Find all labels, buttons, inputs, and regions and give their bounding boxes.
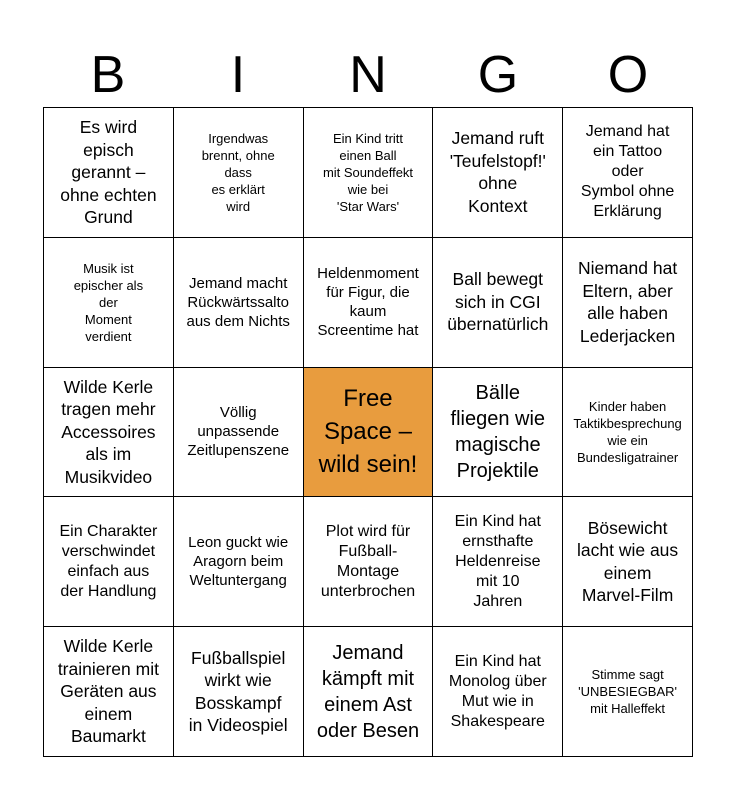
bingo-cell[interactable]: Ball bewegt sich in CGI übernatürlich	[433, 238, 563, 368]
bingo-cell[interactable]: Es wird episch gerannt – ohne echten Grund	[44, 108, 174, 238]
header-letter-b: B	[90, 46, 126, 104]
bingo-cell[interactable]: Bösewicht lacht wie aus einem Marvel-Film	[563, 497, 693, 627]
header-letter-o: O	[607, 46, 649, 104]
bingo-cell[interactable]: Wilde Kerle trainieren mit Geräten aus einem Baumarkt	[44, 627, 174, 757]
bingo-cell[interactable]: Leon guckt wie Aragorn beim Weltuntergang	[174, 497, 304, 627]
header-letter-g: G	[477, 46, 519, 104]
bingo-cell[interactable]: Völlig unpassende Zeitlupenszene	[174, 368, 304, 498]
bingo-cell[interactable]: Jemand ruft 'Teufelstopf!' ohne Kontext	[433, 108, 563, 238]
bingo-cell[interactable]: Ein Kind hat Monolog über Mut wie in Shakespeare	[433, 627, 563, 757]
bingo-cell[interactable]: Bälle fliegen wie magische Projektile	[433, 368, 563, 498]
bingo-cell[interactable]: Heldenmoment für Figur, die kaum Screentime hat	[304, 238, 434, 368]
bingo-cell[interactable]: Ein Kind tritt einen Ball mit Soundeffekt wie bei 'Star Wars'	[304, 108, 434, 238]
bingo-cell[interactable]: Kinder haben Taktikbesprechung wie ein Bundesligatrainer	[563, 368, 693, 498]
bingo-cell[interactable]: Wilde Kerle tragen mehr Accessoires als im Musikvideo	[44, 368, 174, 498]
bingo-cell[interactable]: Niemand hat Eltern, aber alle haben Lederjacken	[563, 238, 693, 368]
bingo-grid	[43, 107, 693, 757]
bingo-cell[interactable]: Stimme sagt 'UNBESIEGBAR' mit Halleffekt	[563, 627, 693, 757]
bingo-cell[interactable]: Ein Kind hat ernsthafte Heldenreise mit 10 Jahren	[433, 497, 563, 627]
bingo-cell[interactable]: Jemand kämpft mit einem Ast oder Besen	[304, 627, 434, 757]
bingo-cell[interactable]: Plot wird für Fußball- Montage unterbrochen	[304, 497, 434, 627]
bingo-cell[interactable]: Jemand macht Rückwärtssalto aus dem Nichts	[174, 238, 304, 368]
bingo-cell[interactable]: Jemand hat ein Tattoo oder Symbol ohne Erklärung	[563, 108, 693, 238]
header-letter-i: I	[230, 46, 246, 104]
header-letter-n: N	[349, 46, 387, 104]
bingo-cell[interactable]: Irgendwas brennt, ohne dass es erklärt wird	[174, 108, 304, 238]
bingo-header	[43, 44, 693, 106]
bingo-cell[interactable]: Fußballspiel wirkt wie Bosskampf in Videospiel	[174, 627, 304, 757]
bingo-cell[interactable]: Musik ist epischer als der Moment verdient	[44, 238, 174, 368]
bingo-cell[interactable]: Ein Charakter verschwindet einfach aus der Handlung	[44, 497, 174, 627]
free-space-cell[interactable]: Free Space – wild sein!	[304, 368, 434, 498]
